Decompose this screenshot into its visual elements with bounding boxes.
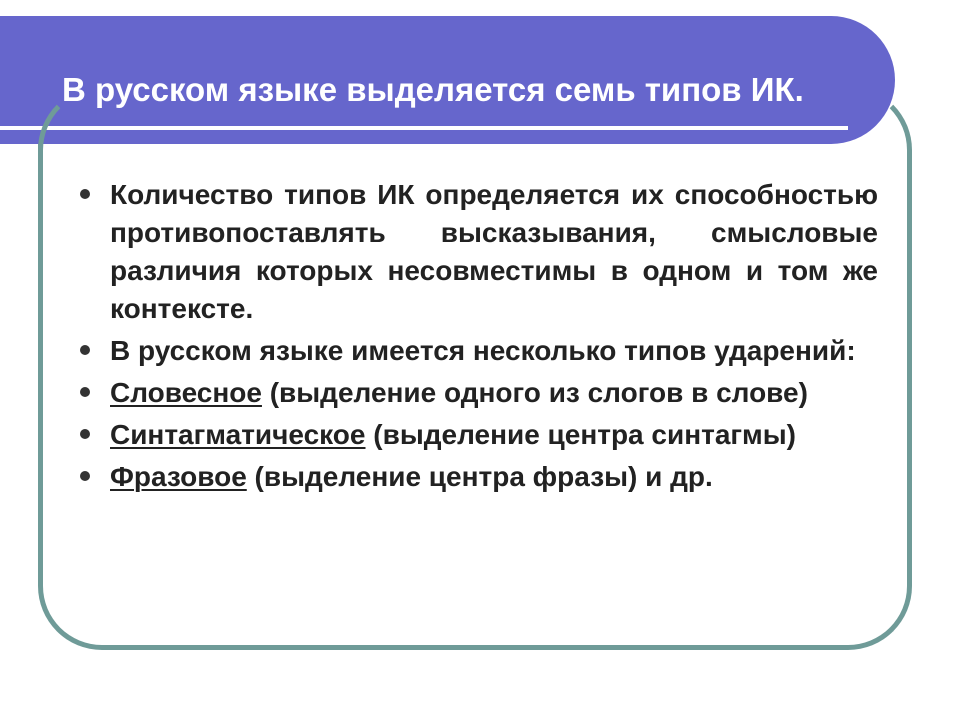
bullet-dot-icon (80, 387, 90, 397)
bullet-term: Словесное (110, 377, 262, 408)
content-frame-left-edge (38, 144, 43, 584)
bullet-text: (выделение центра фразы) и др. (246, 461, 713, 492)
slide-title: В русском языке выделяется семь типов ИК. (62, 71, 804, 108)
bullet-text: В русском языке имеется несколько типов ударений: (110, 335, 856, 366)
bullet-item (80, 332, 878, 370)
bullet-item (80, 176, 878, 328)
bullet-item (80, 458, 878, 496)
bullet-dot-icon (80, 189, 90, 199)
bullet-dot-icon (80, 345, 90, 355)
bullet-list (80, 176, 878, 500)
bullet-dot-icon (80, 429, 90, 439)
bullet-item (80, 374, 878, 412)
bullet-dot-icon (80, 471, 90, 481)
bullet-item (80, 416, 878, 454)
bullet-text: (выделение одного из слогов в слове) (261, 377, 808, 408)
bullet-term: Синтагматическое (110, 419, 366, 450)
bullet-text: Количество типов ИК определяется их способностью противопоставлять высказывания, смысловые различия которых несовместимы в одном и том же контексте. (110, 179, 878, 324)
bullet-text: (выделение центра синтагмы) (365, 419, 796, 450)
bullet-term: Фразовое (110, 461, 247, 492)
